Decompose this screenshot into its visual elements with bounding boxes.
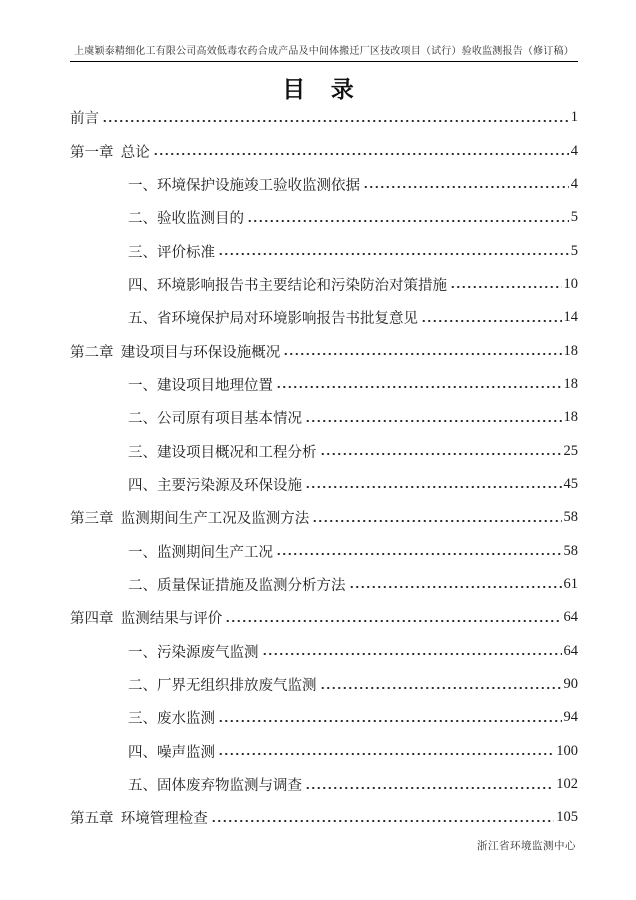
toc-entry-label: 二、公司原有项目基本情况: [128, 411, 302, 428]
toc-entry-page: 18: [563, 375, 578, 392]
toc-entry-label: 三、评价标准: [128, 244, 215, 261]
toc-entry: [70, 168, 578, 201]
toc-entry-label: 一、环境保护设施竣工验收监测依据: [128, 177, 360, 194]
dot-leader: [421, 311, 562, 325]
dot-leader: [218, 244, 569, 258]
dot-leader: [450, 277, 562, 291]
dot-leader: [218, 744, 554, 758]
toc-entry-page: 90: [563, 676, 578, 693]
toc-entry: [70, 635, 578, 668]
toc-entry: [70, 801, 578, 834]
toc-entry: [70, 134, 578, 167]
dot-leader: [276, 377, 562, 391]
toc-entry: [70, 401, 578, 434]
toc-entry-page: 4: [570, 142, 578, 159]
toc-entry-label: 三、废水监测: [128, 711, 215, 728]
toc-entry-label: 二、厂界无组织排放废气监测: [128, 678, 317, 695]
dot-leader: [153, 144, 569, 158]
toc-entry-label: 四、环境影响报告书主要结论和污染防治对策措施: [128, 277, 447, 294]
dot-leader: [225, 611, 561, 625]
toc-entry-page: 58: [563, 542, 578, 559]
toc-entry: [70, 234, 578, 267]
toc-entry: [70, 301, 578, 334]
dot-leader: [320, 444, 562, 458]
toc-entry-label: 第一章 总论: [70, 144, 150, 161]
dot-leader: [305, 477, 562, 491]
toc-entry-page: 45: [563, 475, 578, 492]
toc-entry: [70, 101, 578, 134]
toc-entry: [70, 668, 578, 701]
toc-entry-label: 第四章 监测结果与评价: [70, 611, 223, 628]
toc-entry: [70, 701, 578, 734]
toc-entry-page: 14: [563, 309, 578, 326]
dot-leader: [349, 577, 562, 591]
dot-leader: [283, 344, 561, 358]
toc-entry-label: 前言: [70, 111, 99, 128]
running-header: 上虞颖泰精细化工有限公司高效低毒农药合成产品及中间体搬迁厂区技改项目（试行）验收监测报告（修订稿）: [70, 42, 578, 62]
toc-entry-label: 一、建设项目地理位置: [128, 377, 273, 394]
toc-entry-label: 四、噪声监测: [128, 744, 215, 761]
toc-entry: [70, 468, 578, 501]
toc-entry: [70, 501, 578, 534]
toc-entry-page: 1: [570, 109, 578, 126]
toc-entry: [70, 434, 578, 467]
toc-entry: [70, 768, 578, 801]
toc-entry: [70, 568, 578, 601]
dot-leader: [102, 111, 569, 125]
toc-entry-page: 5: [570, 242, 578, 259]
toc-entry-page: 10: [563, 275, 578, 292]
toc-entry: [70, 735, 578, 768]
toc-entry-page: 102: [556, 776, 578, 793]
dot-leader: [247, 211, 569, 225]
toc-entry-label: 五、省环境保护局对环境影响报告书批复意见: [128, 311, 418, 328]
toc-entry-page: 4: [570, 175, 578, 192]
dot-leader: [276, 544, 562, 558]
toc-entry-page: 58: [563, 509, 578, 526]
footer-text: 浙江省环境监测中心: [477, 841, 576, 852]
toc-entry-page: 18: [563, 342, 578, 359]
toc-entry-page: 25: [563, 442, 578, 459]
toc-entry-label: 三、建设项目概况和工程分析: [128, 444, 317, 461]
toc-entry-page: 100: [556, 742, 578, 759]
toc-entry-label: 第五章 环境管理检查: [70, 811, 208, 828]
dot-leader: [305, 411, 562, 425]
toc-entry-label: 一、污染源废气监测: [128, 644, 259, 661]
toc-entry: [70, 268, 578, 301]
dot-leader: [305, 778, 554, 792]
dot-leader: [211, 811, 555, 825]
toc-entry: [70, 368, 578, 401]
toc-entry: [70, 334, 578, 367]
dot-leader: [218, 711, 562, 725]
page-title: 目 录: [282, 76, 354, 102]
toc-entry: [70, 601, 578, 634]
dot-leader: [312, 511, 561, 525]
toc-entry-label: 四、主要污染源及环保设施: [128, 477, 302, 494]
toc-entry-page: 64: [563, 609, 578, 626]
toc-entry-label: 第二章 建设项目与环保设施概况: [70, 344, 281, 361]
toc-entry-label: 第三章 监测期间生产工况及监测方法: [70, 511, 310, 528]
dot-leader: [363, 177, 569, 191]
toc-entry-page: 94: [563, 709, 578, 726]
toc-list: [70, 101, 578, 835]
dot-leader: [320, 678, 562, 692]
toc-entry-label: 一、监测期间生产工况: [128, 544, 273, 561]
toc-entry-label: 二、验收监测目的: [128, 211, 244, 228]
toc-entry-page: 18: [563, 409, 578, 426]
toc-entry-page: 61: [563, 575, 578, 592]
toc-entry-page: 105: [556, 809, 578, 826]
toc-entry: [70, 201, 578, 234]
toc-entry-page: 5: [570, 209, 578, 226]
toc-entry-page: 64: [563, 642, 578, 659]
dot-leader: [262, 644, 562, 658]
toc-entry-label: 二、质量保证措施及监测分析方法: [128, 577, 346, 594]
toc-entry-label: 五、固体废弃物监测与调查: [128, 778, 302, 795]
toc-entry: [70, 534, 578, 567]
